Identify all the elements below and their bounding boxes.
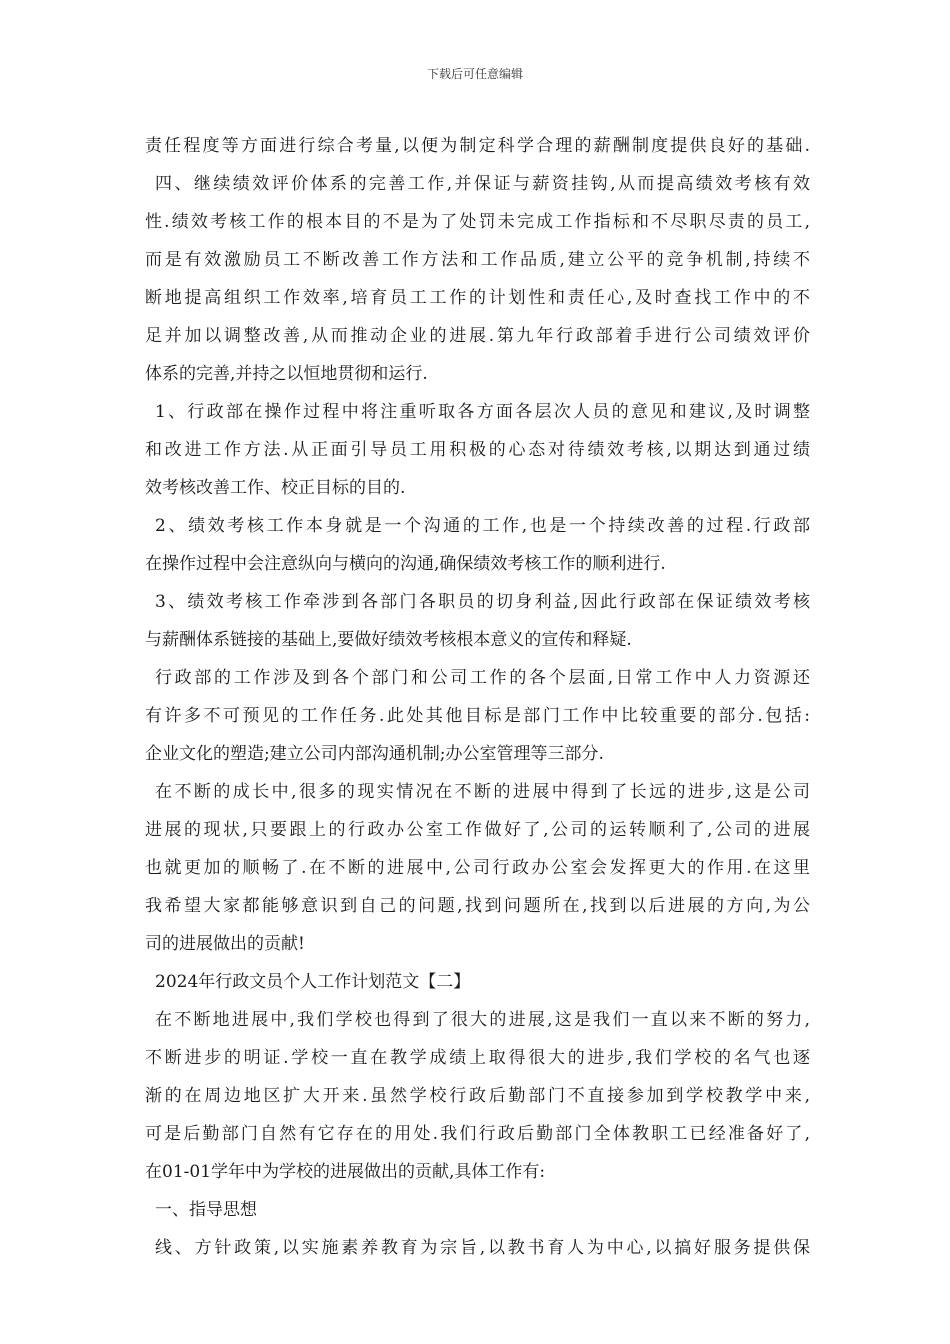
section-heading: 2024年行政文员个人工作计划范文【二】	[155, 972, 471, 992]
section-heading: 一、指导思想	[155, 1200, 257, 1220]
text-line: 可是后勤部门自然有它存在的用处.我们行政后勤部门全体教职工已经准备好了,	[145, 1124, 810, 1144]
text-line: 在不断地进展中,我们学校也得到了很大的进展,这是我们一直以来不断的努力,	[155, 1010, 810, 1030]
text-line: 2、绩效考核工作本身就是一个沟通的工作,也是一个持续改善的过程.行政部	[155, 516, 810, 536]
text-line: 1、行政部在操作过程中将注重听取各方面各层次人员的意见和建议,及时调整	[155, 402, 810, 422]
text-line: 效考核改善工作、校正目标的目的.	[145, 478, 406, 498]
text-line: 在01-01学年中为学校的进展做出的贡献,具体工作有:	[145, 1162, 546, 1182]
text-line: 不断进步的明证.学校一直在教学成绩上取得很大的进步,我们学校的名气也逐	[145, 1048, 810, 1068]
text-line: 司的进展做出的贡献!	[145, 934, 305, 954]
text-line: 也就更加的顺畅了.在不断的进展中,公司行政办公室会发挥更大的作用.在这里	[145, 858, 810, 878]
text-line: 我希望大家都能够意识到自己的问题,找到问题所在,找到以后进展的方向,为公	[145, 896, 810, 916]
text-line: 断地提高组织工作效率,培育员工工作的计划性和责任心,及时查找工作中的不	[145, 288, 810, 308]
text-line: 有许多不可预见的工作任务.此处其他目标是部门工作中比较重要的部分.包括:	[145, 706, 810, 726]
text-line: 性.绩效考核工作的根本目的不是为了处罚未完成工作指标和不尽职尽责的员工,	[145, 212, 810, 232]
text-line: 渐的在周边地区扩大开来.虽然学校行政后勤部门不直接参加到学校教学中来,	[145, 1086, 810, 1106]
text-line: 在操作过程中会注意纵向与横向的沟通,确保绩效考核工作的顺利进行.	[145, 554, 666, 574]
page-header: 下载后可任意编辑	[426, 67, 523, 81]
text-line: 与薪酬体系链接的基础上,要做好绩效考核根本意义的宣传和释疑.	[145, 630, 632, 650]
text-line: 而是有效激励员工不断改善工作方法和工作品质,建立公平的竞争机制,持续不	[145, 250, 810, 270]
text-line: 行政部的工作涉及到各个部门和公司工作的各个层面,日常工作中人力资源还	[155, 668, 810, 688]
text-line: 四、继续绩效评价体系的完善工作,并保证与薪资挂钩,从而提高绩效考核有效	[155, 174, 810, 194]
text-line: 足并加以调整改善,从而推动企业的进展.第九年行政部着手进行公司绩效评价	[145, 326, 810, 346]
text-line: 体系的完善,并持之以恒地贯彻和运行.	[145, 364, 428, 384]
text-line: 责任程度等方面进行综合考量,以便为制定科学合理的薪酬制度提供良好的基础.	[145, 136, 810, 156]
text-line: 线、方针政策,以实施素养教育为宗旨,以教书育人为中心,以搞好服务提供保	[155, 1238, 810, 1258]
text-line: 进展的现状,只要跟上的行政办公室工作做好了,公司的运转顺利了,公司的进展	[145, 820, 810, 840]
text-line: 和改进工作方法.从正面引导员工用积极的心态对待绩效考核,以期达到通过绩	[145, 440, 810, 460]
text-line: 企业文化的塑造;建立公司内部沟通机制;办公室管理等三部分.	[145, 744, 604, 764]
text-line: 在不断的成长中,很多的现实情况在不断的进展中得到了长远的进步,这是公司	[155, 782, 810, 802]
document-body	[145, 127, 810, 1267]
text-line: 3、绩效考核工作牵涉到各部门各职员的切身利益,因此行政部在保证绩效考核	[155, 592, 810, 612]
